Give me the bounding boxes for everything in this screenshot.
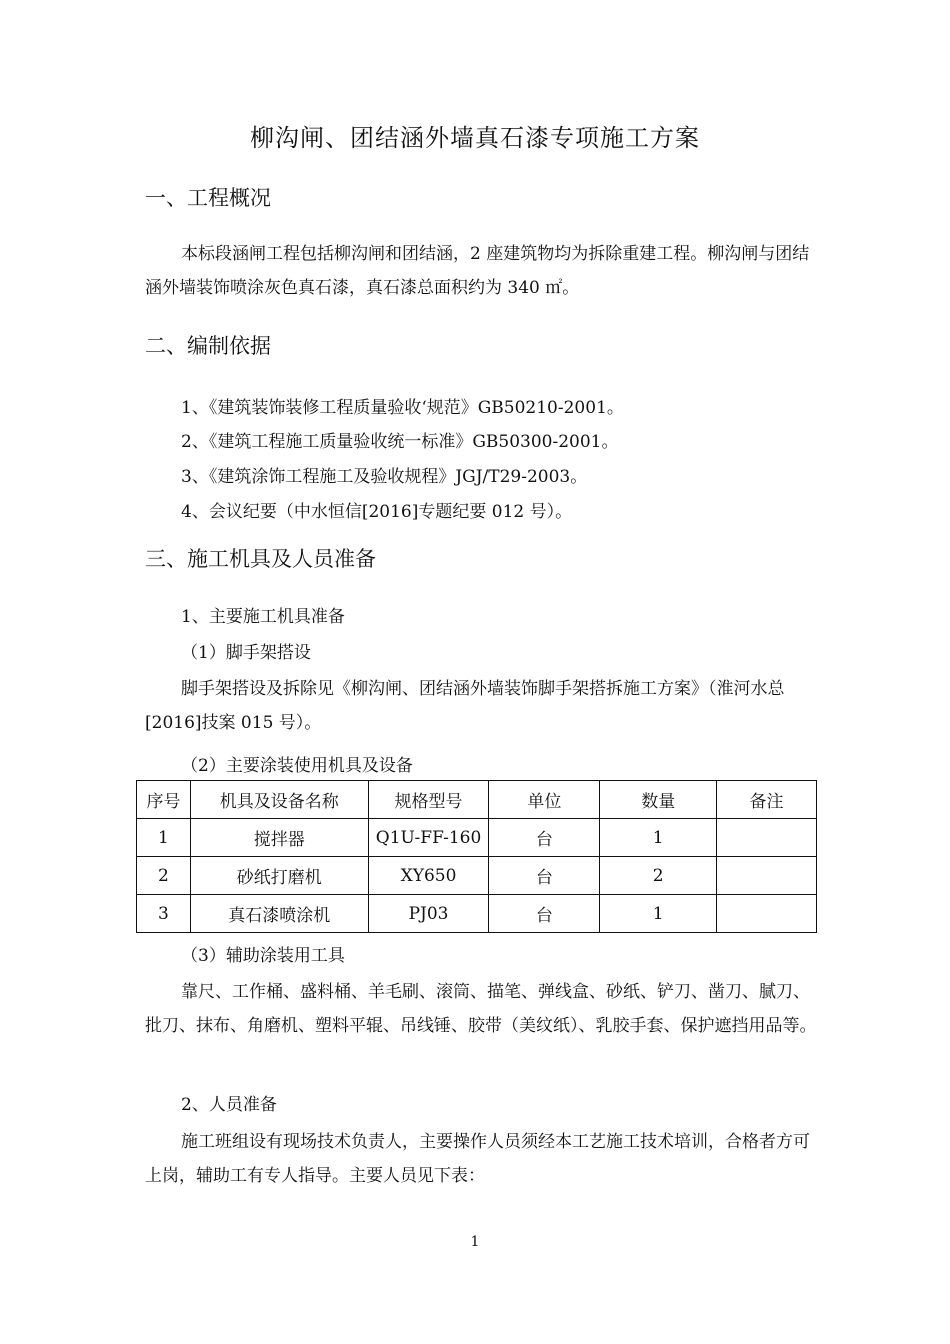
document-title: 柳沟闸、团结涵外墙真石漆专项施工方案 <box>250 124 700 152</box>
table-cell: PJ03 <box>368 895 489 933</box>
column-header: 序号 <box>137 781 191 819</box>
table-cell <box>717 895 817 933</box>
basis-item: 3、《建筑涂饰工程施工及验收规程》JGJ/T29-2003。 <box>181 467 588 487</box>
section-heading-overview: 一、工程概况 <box>145 186 271 210</box>
overview-paragraph: 本标段涵闸工程包括柳沟闸和团结涵，2 座建筑物均为拆除重建工程。柳沟闸与团结涵外墙装饰喷涂灰色真石漆，真石漆总面积约为 340 ㎡。 <box>145 244 810 298</box>
table-row <box>137 895 817 933</box>
subheading-equipment: 1、主要施工机具准备 <box>181 607 345 627</box>
personnel-paragraph: 施工班组设有现场技术负责人，主要操作人员须经本工艺施工技术培训，合格者方可上岗，辅助工有专人指导。主要人员见下表： <box>145 1132 810 1186</box>
table-cell: 1 <box>137 819 191 857</box>
column-header: 机具及设备名称 <box>190 781 368 819</box>
table-cell: 1 <box>600 895 717 933</box>
subheading-personnel: 2、人员准备 <box>181 1095 277 1115</box>
column-header: 单位 <box>489 781 600 819</box>
table-cell: 砂纸打磨机 <box>190 857 368 895</box>
table-cell: 1 <box>600 819 717 857</box>
equipment-table <box>136 780 817 933</box>
column-header: 备注 <box>717 781 817 819</box>
table-cell: 3 <box>137 895 191 933</box>
table-cell: 真石漆喷涂机 <box>190 895 368 933</box>
table-cell: 2 <box>137 857 191 895</box>
table-cell: 台 <box>489 819 600 857</box>
table-cell: Q1U-FF-160 <box>368 819 489 857</box>
subheading-scaffolding: （1）脚手架搭设 <box>181 643 311 663</box>
section-heading-basis: 二、编制依据 <box>145 334 271 358</box>
scaffolding-paragraph: 脚手架搭设及拆除见《柳沟闸、团结涵外墙装饰脚手架搭拆施工方案》（淮河水总[2016]技案 015 号）。 <box>145 679 785 733</box>
basis-item: 2、《建筑工程施工质量验收统一标准》GB50300-2001。 <box>181 432 619 452</box>
auxiliary-tools-paragraph: 靠尺、工作桶、盛料桶、羊毛刷、滚筒、描笔、弹线盒、砂纸、铲刀、凿刀、腻刀、批刀、抹布、角磨机、塑料平辊、吊线锤、胶带（美纹纸）、乳胶手套、保护遮挡用品等。 <box>145 982 817 1036</box>
table-cell <box>717 819 817 857</box>
subheading-auxiliary-tools: （3）辅助涂装用工具 <box>181 946 345 966</box>
page-number: 1 <box>470 1234 480 1250</box>
table-cell <box>717 857 817 895</box>
table-row <box>137 857 817 895</box>
table-cell: 台 <box>489 895 600 933</box>
table-cell: 2 <box>600 857 717 895</box>
section-heading-equipment-personnel: 三、施工机具及人员准备 <box>145 547 376 571</box>
basis-item: 1、《建筑装饰装修工程质量验收‘规范》GB50210-2001。 <box>181 398 624 418</box>
table-cell: XY650 <box>368 857 489 895</box>
table-row <box>137 819 817 857</box>
table-cell: 台 <box>489 857 600 895</box>
column-header: 数量 <box>600 781 717 819</box>
subheading-main-equipment: （2）主要涂装使用机具及设备 <box>181 756 413 776</box>
table-header-row <box>137 781 817 819</box>
table-cell: 搅拌器 <box>190 819 368 857</box>
column-header: 规格型号 <box>368 781 489 819</box>
basis-item: 4、会议纪要（中水恒信[2016]专题纪要 012 号）。 <box>181 502 573 522</box>
